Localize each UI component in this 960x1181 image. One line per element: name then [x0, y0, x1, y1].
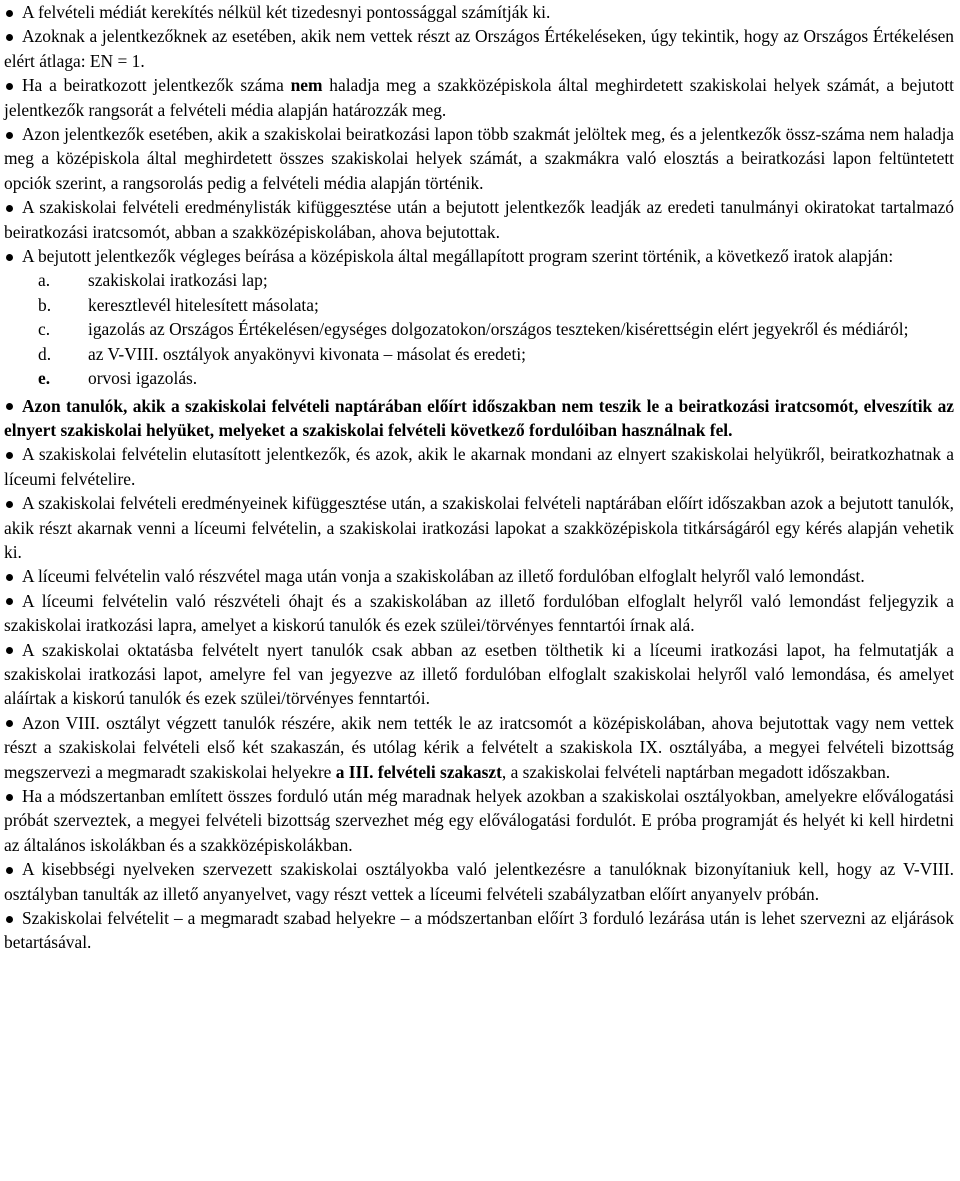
list-item: Azon jelentkezők esetében, akik a szakiskolai beiratkozási lapon több szakmát jelöltek meg, és a jelentkezők össz-száma nem haladja meg a középiskola által meghirdetett összes szakiskolai helyek számát, a szakmákra való elosztás a beiratkozási lapon feltüntetett opciók szerint, a rangsorolás pedig a felvételi média alapján történik.	[4, 124, 954, 193]
bullet-icon	[6, 501, 13, 508]
bullet-icon	[6, 867, 13, 874]
list-item: A bejutott jelentkezők végleges beírása a középiskola által megállapított program szerint történik, a következő iratok alapján:	[4, 244, 954, 268]
bullet-icon	[6, 205, 13, 212]
bullet-icon	[6, 574, 13, 581]
list-item: A szakiskolai felvételi eredményeinek kifüggesztése után, a szakiskolai felvételi naptárában előírt időszakban azok a bejutott tanulók, akik részt akarnak venni a líceumi felvételin, a szakiskolai iratkozási lapokat a szakközépiskola titkárságáról egy kérés alapján vehetik ki.	[4, 493, 954, 562]
list-item: A felvételi médiát kerekítés nélkül két tizedesnyi pontossággal számítják ki.	[4, 0, 954, 24]
sublist-item: d. az V-VIII. osztályok anyakönyvi kivonata – másolat és eredeti;	[38, 343, 527, 364]
list-item: Azon VIII. osztályt végzett tanulók részére, akik nem tették le az iratcsomót a középiskolában, ahova bejutottak vagy nem vettek részt a szakiskolai felvételi első két szakaszán, és utólag kérik a felvételt a szakiskola IX. osztályába, a megyei felvételi bizottság megszervezi a megmaradt szakiskolai helyekre a III. felvételi szakaszt, a szakiskolai felvételi naptárban megadott időszakban.	[4, 712, 954, 782]
bullet-icon	[6, 720, 13, 727]
bullet-icon	[6, 452, 13, 459]
list-item: A szakiskolai felvételin elutasított jelentkezők, és azok, akik le akarnak mondani az elnyert szakiskolai helyükről, beiratkozhatnak a líceumi felvételire.	[4, 444, 954, 489]
bullet-icon	[6, 83, 13, 90]
bullet-icon	[6, 794, 13, 801]
list-item-bold: Azon tanulók, akik a szakiskolai felvételi naptárában előírt időszakban nem teszik le a beiratkozási iratcsomót, elveszítik az elnyert szakiskolai helyüket, melyeket a szakiskolai felvételi következő fordulóiban használnak fel.	[4, 395, 954, 440]
sublist-item: e. orvosi igazolás.	[38, 368, 198, 389]
bullet-icon	[6, 403, 13, 410]
list-item: A szakiskolai felvételi eredménylisták kifüggesztése után a bejutott jelentkezők leadják az eredeti tanulmányi okiratokat tartalmazó beiratkozási iratcsomót, abban a szakközépiskolában, ahova bejutottak.	[4, 197, 954, 242]
sublist-item: a. szakiskolai iratkozási lap;	[38, 270, 268, 291]
bullet-icon	[6, 254, 13, 261]
list-item: A kisebbségi nyelveken szervezett szakiskolai osztályokba való jelentkezésre a tanulóknak bizonyítaniuk kell, hogy az V-VIII. osztályban tanulták az illető anyanyelvet, vagy részt vettek a líceumi felvételi szabályzatban előírt anyanyelv próbán.	[4, 859, 954, 904]
bullet-icon	[6, 647, 13, 654]
bullet-icon	[6, 132, 13, 139]
list-item: A líceumi felvételin való részvételi óhajt és a szakiskolában az illető fordulóban elfoglalt helyről való lemondást feljegyzik a szakiskolai iratkozási lapra, amelyet a kiskorú tanulók és ezek szülei/törvényes fenntartói írnak alá.	[4, 590, 954, 636]
list-item: Ha a módszertanban említett összes forduló után még maradnak helyek azokban a szakiskolai osztályokban, amelyekre előválogatási próbát szerveztek, a megyei felvételi bizottság szervezhet még egy előválogatási fordulót. E próba programját és helyét ki kell hirdetni az általános iskolákban és a szakközépiskolákban.	[4, 786, 954, 855]
sublist-item: c. igazolás az Országos Értékelésen/egységes dolgozatokon/országos teszteken/kisérettségin elért jegyekről és médiáról;	[38, 319, 909, 340]
list-item: Azoknak a jelentkezőknek az esetében, akik nem vettek részt az Országos Értékeléseken, úgy tekintik, hogy az Országos Értékelésen elért átlaga: EN = 1.	[4, 26, 954, 71]
list-item: Ha a beiratkozott jelentkezők száma nem haladja meg a szakközépiskola által meghirdetett szakiskolai helyek számát, a bejutott jelentkezők rangsorát a felvételi média alapján határozzák meg.	[4, 75, 954, 120]
list-item: A szakiskolai oktatásba felvételt nyert tanulók csak abban az esetben tölthetik ki a líceumi iratkozási lapot, ha felmutatják a szakiskolai iratkozási lapot, amelyre fel van jegyezve az illető fordulóban elfoglalt szakiskolai helyről való lemondása, és amelyet aláírtak a kiskorú tanulók és ezek szülei/törvényes fenntartói.	[4, 639, 954, 709]
bullet-icon	[6, 10, 13, 17]
list-item: A líceumi felvételin való részvétel maga után vonja a szakiskolában az illető fordulóban elfoglalt helyről való lemondást.	[4, 564, 954, 588]
bullet-icon	[6, 916, 13, 923]
sublist-item: b. keresztlevél hitelesített másolata;	[38, 294, 319, 315]
bullet-icon	[6, 598, 13, 605]
list-item: Szakiskolai felvételit – a megmaradt szabad helyekre – a módszertanban előírt 3 forduló lezárása után is lehet szervezni az eljárások betartásával.	[4, 908, 954, 953]
bullet-icon	[6, 34, 13, 41]
documents-sublist	[4, 268, 954, 390]
